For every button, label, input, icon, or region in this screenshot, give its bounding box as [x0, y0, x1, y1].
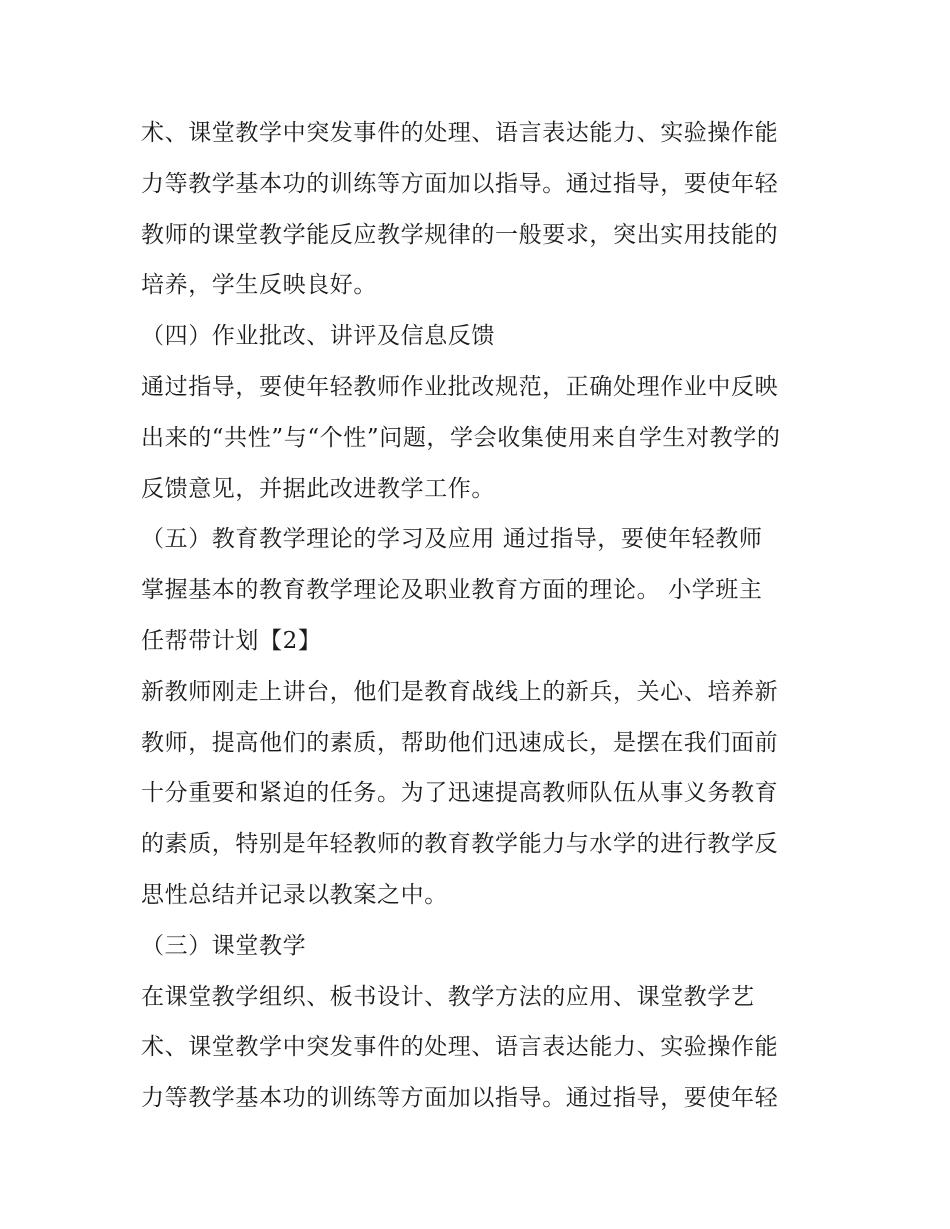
text-line: 术、课堂教学中突发事件的处理、语言表达能力、实验操作能: [141, 1034, 779, 1061]
text-line: 出来的“共性”与“个性”问题，学会收集使用来自学生对教学的: [141, 424, 781, 451]
section-heading-5: （五）教育教学理论的学习及应用 通过指导，要使年轻教师: [141, 526, 763, 553]
text-line: 任帮带计划【2】: [141, 627, 322, 654]
text-line: 力等教学基本功的训练等方面加以指导。通过指导，要使年轻: [141, 1085, 779, 1112]
text-line: 术、课堂教学中突发事件的处理、语言表达能力、实验操作能: [141, 120, 779, 146]
section-heading-4: （四）作业批改、讲评及信息反馈: [141, 323, 495, 350]
text-line: 力等教学基本功的训练等方面加以指导。通过指导，要使年轻: [141, 170, 779, 197]
text-line: 在课堂教学组织、板书设计、教学方法的应用、课堂教学艺: [141, 983, 755, 1010]
text-line: 掌握基本的教育教学理论及职业教育方面的理论。 小学班主: [141, 577, 763, 604]
text-line: 的素质，特别是年轻教师的教育教学能力与水学的进行教学反: [141, 831, 779, 858]
text-line: 教师，提高他们的素质，帮助他们迅速成长，是摆在我们面前: [141, 729, 779, 756]
text-line: 培养，学生反映良好。: [141, 272, 377, 299]
text-line: 教师的课堂教学能反应教学规律的一般要求，突出实用技能的: [141, 221, 779, 248]
text-line: 思性总结并记录以教案之中。: [141, 881, 448, 908]
document-body: [141, 108, 821, 1124]
text-line: 反馈意见，并据此改进教学工作。: [141, 475, 495, 502]
text-line: 新教师刚走上讲台，他们是教育战线上的新兵，关心、培养新: [141, 678, 779, 705]
text-line: 十分重要和紧迫的任务。为了迅速提高教师队伍从事义务教育: [141, 780, 779, 807]
text-line: 通过指导，要使年轻教师作业批改规范，正确处理作业中反映: [141, 373, 779, 400]
section-heading-3: （三）课堂教学: [141, 932, 307, 959]
